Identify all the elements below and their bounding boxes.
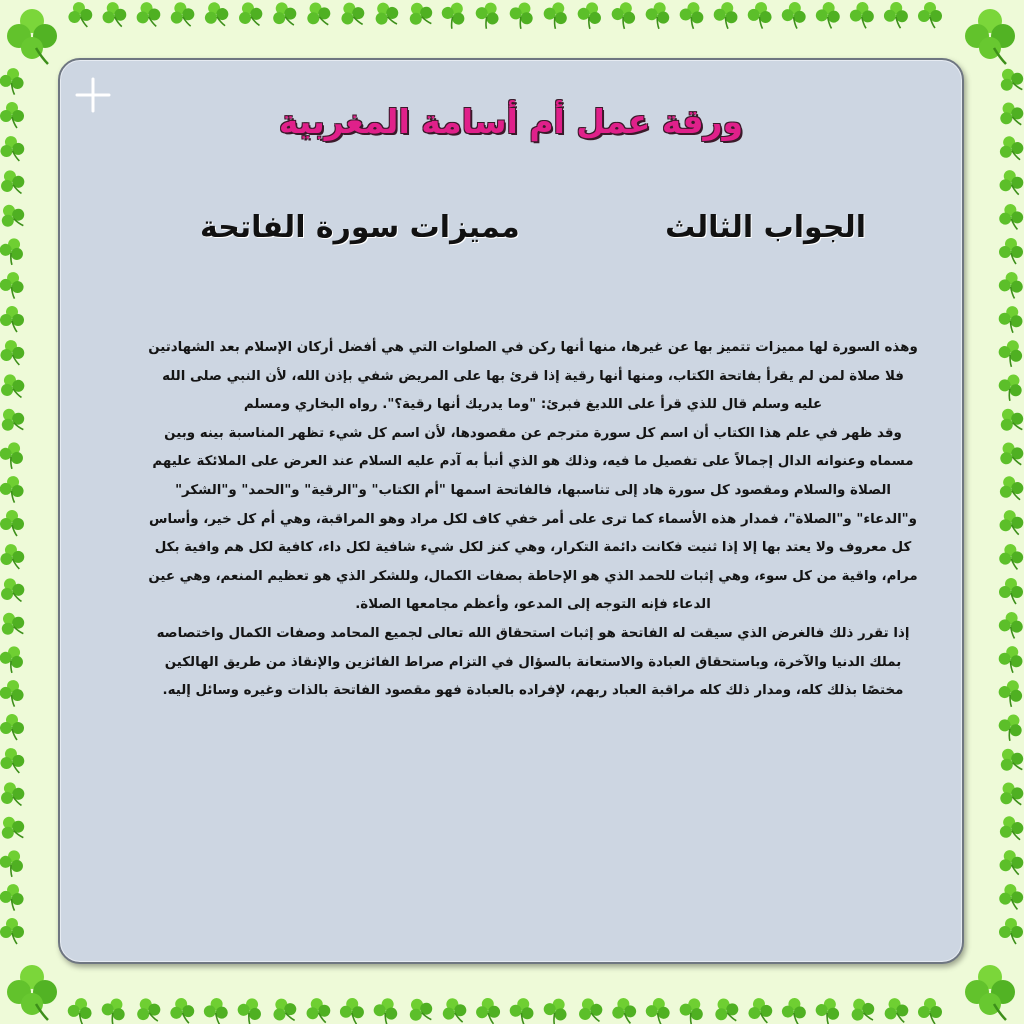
clover-icon [815, 1, 842, 29]
clover-icon [0, 200, 29, 235]
clover-icon [997, 848, 1024, 878]
clover-icon [884, 2, 909, 29]
clover-icon [996, 644, 1024, 674]
clover-icon [0, 542, 26, 572]
clover-icon [676, 994, 708, 1024]
clover-icon [710, 994, 743, 1024]
clover-icon [995, 677, 1024, 709]
clover-icon [997, 168, 1024, 198]
clover-icon [780, 0, 807, 29]
clover-icon [996, 813, 1024, 845]
clover-icon [340, 998, 365, 1024]
clover-icon [995, 64, 1024, 99]
clover-icon [998, 203, 1024, 231]
clover-icon [0, 66, 26, 96]
clover-icon [540, 0, 572, 31]
clover-icon [0, 338, 26, 368]
clover-icon [234, 995, 265, 1024]
clover-icon [998, 883, 1024, 911]
clover-icon [0, 474, 26, 504]
topic-heading: مميزات سورة الفاتحة [200, 210, 520, 245]
clover-icon [304, 996, 333, 1024]
clover-icon [0, 306, 24, 332]
clover-icon [0, 270, 26, 300]
clover-icon [995, 744, 1024, 779]
body-text [146, 334, 920, 706]
clover-icon [471, 0, 504, 32]
clover-icon [505, 0, 538, 32]
clover-icon [0, 102, 24, 128]
clover-icon [439, 995, 469, 1024]
clover-icon [918, 2, 942, 28]
clover-icon [167, 0, 197, 31]
clover-icon [100, 0, 129, 30]
clover-icon [996, 304, 1024, 334]
clover-icon [476, 998, 501, 1024]
clover-icon [846, 994, 879, 1024]
clover-icon [998, 271, 1024, 299]
clover-icon [0, 746, 26, 776]
clover-icon [66, 0, 94, 30]
clover-icon [370, 0, 403, 32]
worksheet-panel [58, 58, 964, 964]
clover-icon [97, 994, 130, 1024]
clover-icon [918, 998, 942, 1024]
clover-icon [995, 337, 1024, 369]
clover-icon [999, 238, 1023, 264]
clover-icon [0, 235, 27, 268]
clover-icon [746, 0, 774, 30]
clover-icon [996, 473, 1024, 505]
clover-icon [999, 918, 1023, 944]
clover-icon [66, 996, 94, 1024]
clover-icon [132, 994, 164, 1024]
clover-icon [608, 0, 639, 31]
clover-icon [0, 643, 27, 676]
clover-icon [995, 438, 1024, 472]
clover-icon [268, 994, 301, 1024]
clover-icon [0, 404, 29, 439]
clover-icon [781, 997, 807, 1024]
clover-icon [0, 608, 29, 643]
clover-icon [997, 508, 1024, 538]
clover-icon [611, 997, 638, 1024]
clover-icon [0, 882, 26, 912]
worksheet-title: ورقة عمل أم أسامة المغربية [278, 102, 744, 141]
clover-icon [404, 0, 438, 32]
clover-icon [995, 98, 1024, 132]
clover-icon [203, 997, 230, 1024]
clover-icon [999, 578, 1023, 604]
clover-icon [0, 575, 28, 608]
answer-heading: الجواب الثالث [665, 210, 866, 245]
clover-icon [336, 0, 369, 32]
clover-icon [994, 710, 1024, 744]
clover-icon [0, 134, 26, 164]
clover-icon [995, 404, 1024, 439]
clover-icon [133, 0, 163, 30]
clover-icon [539, 994, 572, 1024]
clover-icon [0, 678, 26, 708]
clover-icon [302, 0, 335, 32]
clover-icon [998, 543, 1024, 571]
clover-icon [677, 0, 707, 30]
clover-icon [0, 167, 28, 200]
clover-icon [0, 779, 28, 812]
clover-icon [507, 996, 536, 1024]
clover-icon [371, 995, 401, 1024]
clover-icon [0, 371, 28, 404]
clover-icon [201, 0, 232, 31]
clover-icon [268, 0, 300, 31]
clover-icon [746, 996, 774, 1024]
clover-icon [881, 995, 911, 1024]
clover-icon [575, 995, 606, 1024]
clover-icon [235, 0, 266, 31]
clover-icon [574, 0, 605, 31]
clover-icon [0, 439, 27, 472]
clover-icon [0, 847, 27, 880]
clover-icon [0, 714, 24, 740]
clover-icon [998, 611, 1024, 639]
clover-icon [168, 996, 195, 1024]
clover-icon [711, 0, 740, 30]
clover-icon [643, 0, 673, 31]
paragraph-2: وقد ظهر في علم هذا الكتاب أن اسم كل سورة مترجم عن مقصودها، لأن اسم كل شيء تظهر المناسبة بينه وبين مسماه وعنوانه الدال إجمالاً على تفصيل ما فيه، وذلك هو الذي أنبأ به آدم عليه السلام عند العرض على الملائكة عليهم الصلاة والسلام ومقصود كل سورة هاد إلى تناسبها، فالفاتحة اسمها "أم الكتاب" و"الرقية" و"الحمد" و"الشكر" و"الدعاء" و"الصلاة"، فمدار هذه الأسماء كما ترى على أمر خفي كاف لكل مراد وهو المراقبة، وهي أم كل خير، وأساس كل معروف ولا يعتد بها إلا إذا ثنيت فكانت دائمة التكرار، وهي كنز لكل شيء شافية لكل داء، كافية لكل هم وافية بكل مرام، واقية من كل سوء، وهي إثبات للحمد الذي هو الإحاطة بصفات الكمال، وللشكر الذي هو تعظيم المنعم، وهي عين الدعاء فإنه التوجه إلى المدعو، وأعظم مجامعها الصلاة. [148, 425, 918, 613]
clover-icon [404, 994, 438, 1024]
clover-icon [812, 995, 843, 1024]
clover-icon [644, 996, 671, 1024]
clover-icon [0, 812, 29, 847]
clover-icon [996, 133, 1024, 165]
paragraph-1: وهذه السورة لها مميزات تتميز بها عن غيرها، منها أنها ركن في الصلوات التي هي أفضل أركان الإسلام بعد الشهادتين فلا صلاة لمن لم يقرأ بفاتحة الكتاب، ومنها أنها رقية إذا قرئ بها على المريض شفي بإذن الله، لأن النبي صلى الله عليه وسلم قال للذي قرأ على اللديغ فبرئ: "وما يدريك أنها رقية؟". رواه البخاري ومسلم [148, 340, 918, 413]
clover-icon [0, 510, 24, 536]
clover-icon [849, 1, 875, 29]
clover-icon [0, 918, 24, 944]
clover-icon [437, 0, 470, 32]
clover-icon [994, 370, 1024, 404]
paragraph-3: إذا تقرر ذلك فالغرض الذي سيقت له الفاتحة هو إثبات استحقاق الله تعالى لجميع المحامد وصفات الكمال واختصاصه بملك الدنيا والآخرة، وباستحقاق العبادة والاستعانة بالسؤال في التزام صراط الفائزين والإنقاذ من طريق الهالكين مختصًا بذلك كله، ومدار ذلك كله مراقبة العباد ربهم، لإفراده بالعبادة فهو مقصود الفاتحة بالذات وغيره وسائل إليه. [156, 625, 910, 699]
clover-icon [995, 778, 1024, 812]
